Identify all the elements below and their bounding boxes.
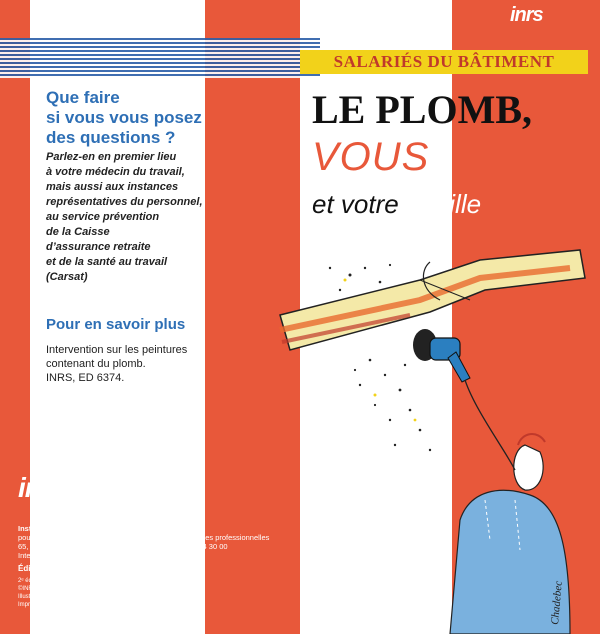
footer-line: 65, boulevard Richard-Lenoir 75011 Paris • Tél. 01 40 44 30 00 — [18, 542, 228, 551]
more-info-text — [46, 343, 206, 385]
publisher-footer — [18, 524, 298, 609]
advice-text — [46, 150, 206, 285]
more-info-line: Intervention sur les peintures — [46, 344, 188, 356]
heading-line: Que faire — [46, 88, 120, 107]
advice-line: à votre médecin du travail, — [46, 166, 185, 178]
edition-label: Édition INRS ED 899 — [18, 564, 96, 573]
more-info-heading: Pour en savoir plus — [46, 316, 186, 333]
inrs-logo-subtitle: Institut National de Recherche et de Sécurité — [30, 505, 130, 511]
meta-line: 2ᵉ édition • juillet 2020 • 3 000 ex. • ISBN 978-2-7389-2586-2 — [18, 578, 180, 584]
inrs-logo-bottom: inrs — [18, 472, 66, 503]
title-line-3b: famille — [405, 189, 482, 219]
banner — [0, 38, 600, 78]
heading-line: des questions ? — [46, 128, 176, 147]
advice-line: (Carsat) — [46, 271, 88, 283]
footer-line: pour la prévention des accidents du travail et des maladies professionnelles — [18, 533, 270, 542]
advice-line: représentatives du personnel, — [46, 196, 203, 208]
paint-sander-illustration — [270, 220, 600, 634]
banner-stripes — [0, 38, 320, 78]
advice-line: d’assurance retraite — [46, 241, 151, 253]
title-line-1: LE PLOMB, — [312, 87, 533, 132]
inrs-logo-top: inrs — [510, 4, 543, 26]
meta-line: ©INRS • Conception Bruno Courtois — [18, 586, 115, 592]
footer-line: Institut national de recherche et de sécurité — [18, 524, 174, 533]
footer-meta — [18, 577, 298, 609]
banner-title: SALARIÉS DU BÂTIMENT — [300, 50, 588, 74]
advice-line: et de la santé au travail — [46, 256, 168, 268]
title-line-3a: et votre — [312, 189, 406, 219]
advice-line: au service prévention — [46, 211, 160, 223]
title-line-2: VOUS — [312, 135, 430, 179]
advice-line: mais aussi aux instances — [46, 181, 179, 193]
footer-line: Internet : www.inrs.fr • e-mail : info@inrs.fr — [18, 551, 159, 560]
more-info-line: contenant du plomb. — [46, 358, 146, 370]
title-line-3 — [312, 189, 481, 220]
more-info-line: INRS, ED 6374. — [46, 372, 125, 384]
advice-line: Parlez-en en premier lieu — [46, 151, 177, 163]
heading-line: si vous vous posez — [46, 108, 202, 127]
meta-line: Illustrations Bernard Chadebec • Graphisme Béatrice-Anne Fournier — [18, 594, 199, 600]
questions-heading — [46, 88, 246, 148]
signature: Chadebec — [549, 580, 565, 626]
advice-line: de la Caisse — [46, 226, 110, 238]
meta-line: Impression Stipa — [18, 602, 63, 608]
